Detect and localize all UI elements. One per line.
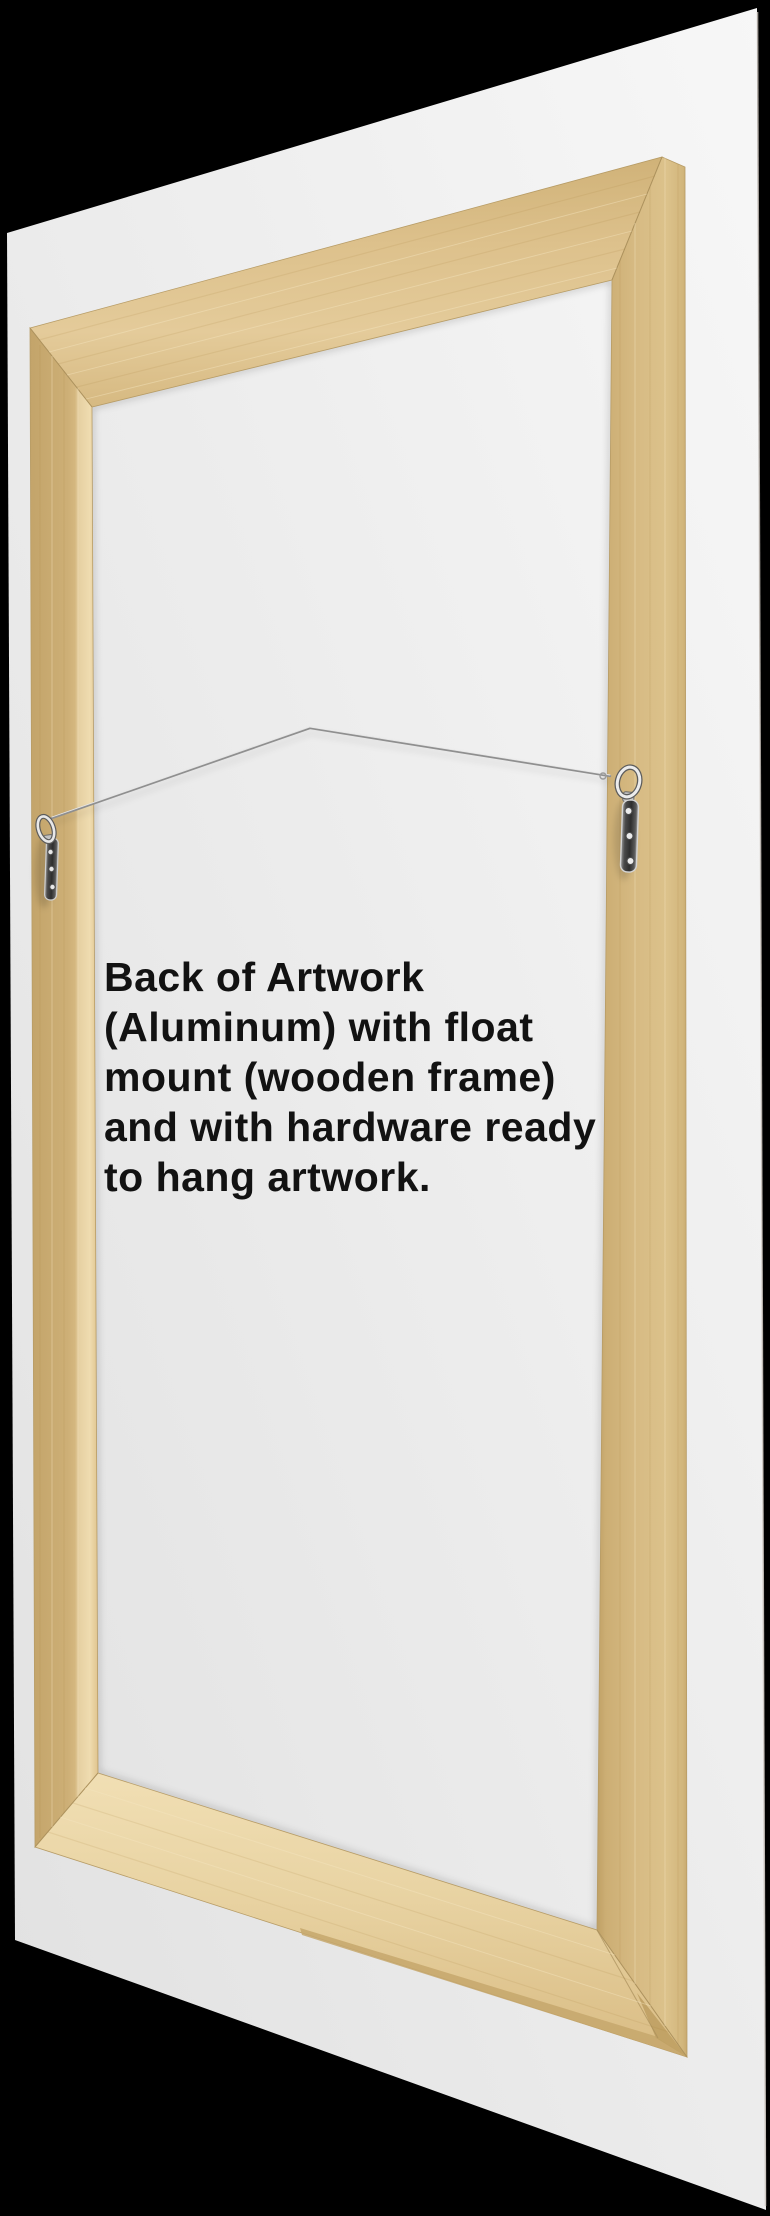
caption (104, 952, 596, 1202)
caption-line-5: to hang artwork. (104, 1154, 431, 1200)
caption-line-1: Back of Artwork (104, 954, 425, 1000)
caption-line-3: mount (wooden frame) (104, 1054, 556, 1100)
frame-right-rail (597, 157, 687, 2057)
caption-line-4: and with hardware ready (104, 1104, 597, 1150)
caption-line-2: (Aluminum) with float (104, 1004, 534, 1050)
